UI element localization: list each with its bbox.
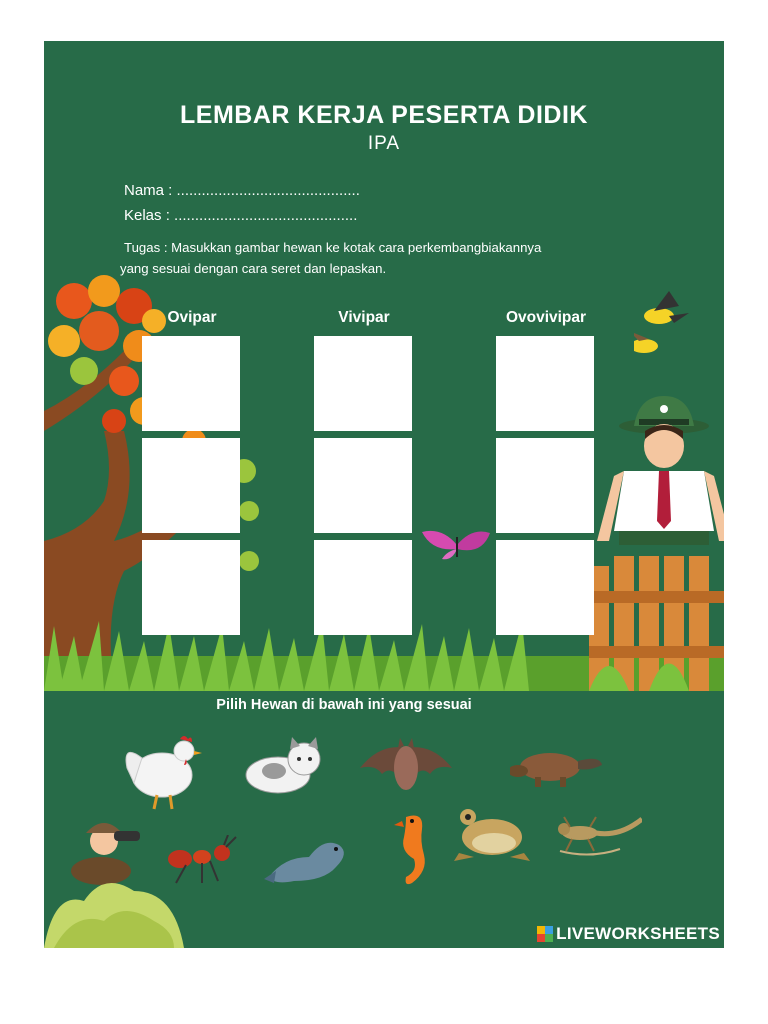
liveworksheets-mark-icon [537,926,553,942]
drop-box-ovipar-3[interactable] [142,540,240,635]
drop-box-vivipar-1[interactable] [314,336,412,431]
cat-icon[interactable] [244,737,324,795]
bush-decoration [44,871,184,948]
column-ovovivipar: Ovovivipar [505,309,587,326]
liveworksheets-text: LIVEWORKSHEETS [556,924,720,943]
worksheet [44,41,724,948]
column-vivipar: Vivipar [338,309,390,326]
ranger-illustration [589,391,724,691]
drop-box-ovipar-1[interactable] [142,336,240,431]
drop-box-ovovivipar-1[interactable] [496,336,594,431]
drop-box-ovipar-2[interactable] [142,438,240,533]
seal-icon[interactable] [264,827,350,885]
drop-box-ovovivipar-3[interactable] [496,540,594,635]
bat-icon[interactable] [360,738,452,796]
seahorse-icon[interactable] [394,811,430,887]
task-instructions [120,237,640,279]
column-ovipar: Ovipar [167,309,217,326]
lizard-icon[interactable] [550,811,642,861]
frog-icon[interactable] [454,803,530,861]
name-field: Nama : ............................................ [124,182,360,199]
choose-animal-label: Pilih Hewan di bawah ini yang sesuai [216,697,472,713]
liveworksheets-logo [537,924,720,944]
task-line-1: Tugas : Masukkan gambar hewan ke kotak cara perkembangbiakannya [124,240,542,255]
butterfly-icon [422,527,492,563]
hen-icon[interactable] [122,733,204,811]
class-field: Kelas : ............................................ [124,207,358,224]
drop-box-vivipar-2[interactable] [314,438,412,533]
task-line-2: yang sesuai dengan cara seret dan lepaskan. [120,261,387,276]
platypus-icon[interactable] [510,737,602,791]
drop-box-ovovivipar-2[interactable] [496,438,594,533]
drop-box-vivipar-3[interactable] [314,540,412,635]
bird-icon [634,291,694,361]
page-title: LEMBAR KERJA PESERTA DIDIK [180,101,588,129]
page-subtitle: IPA [367,133,401,154]
